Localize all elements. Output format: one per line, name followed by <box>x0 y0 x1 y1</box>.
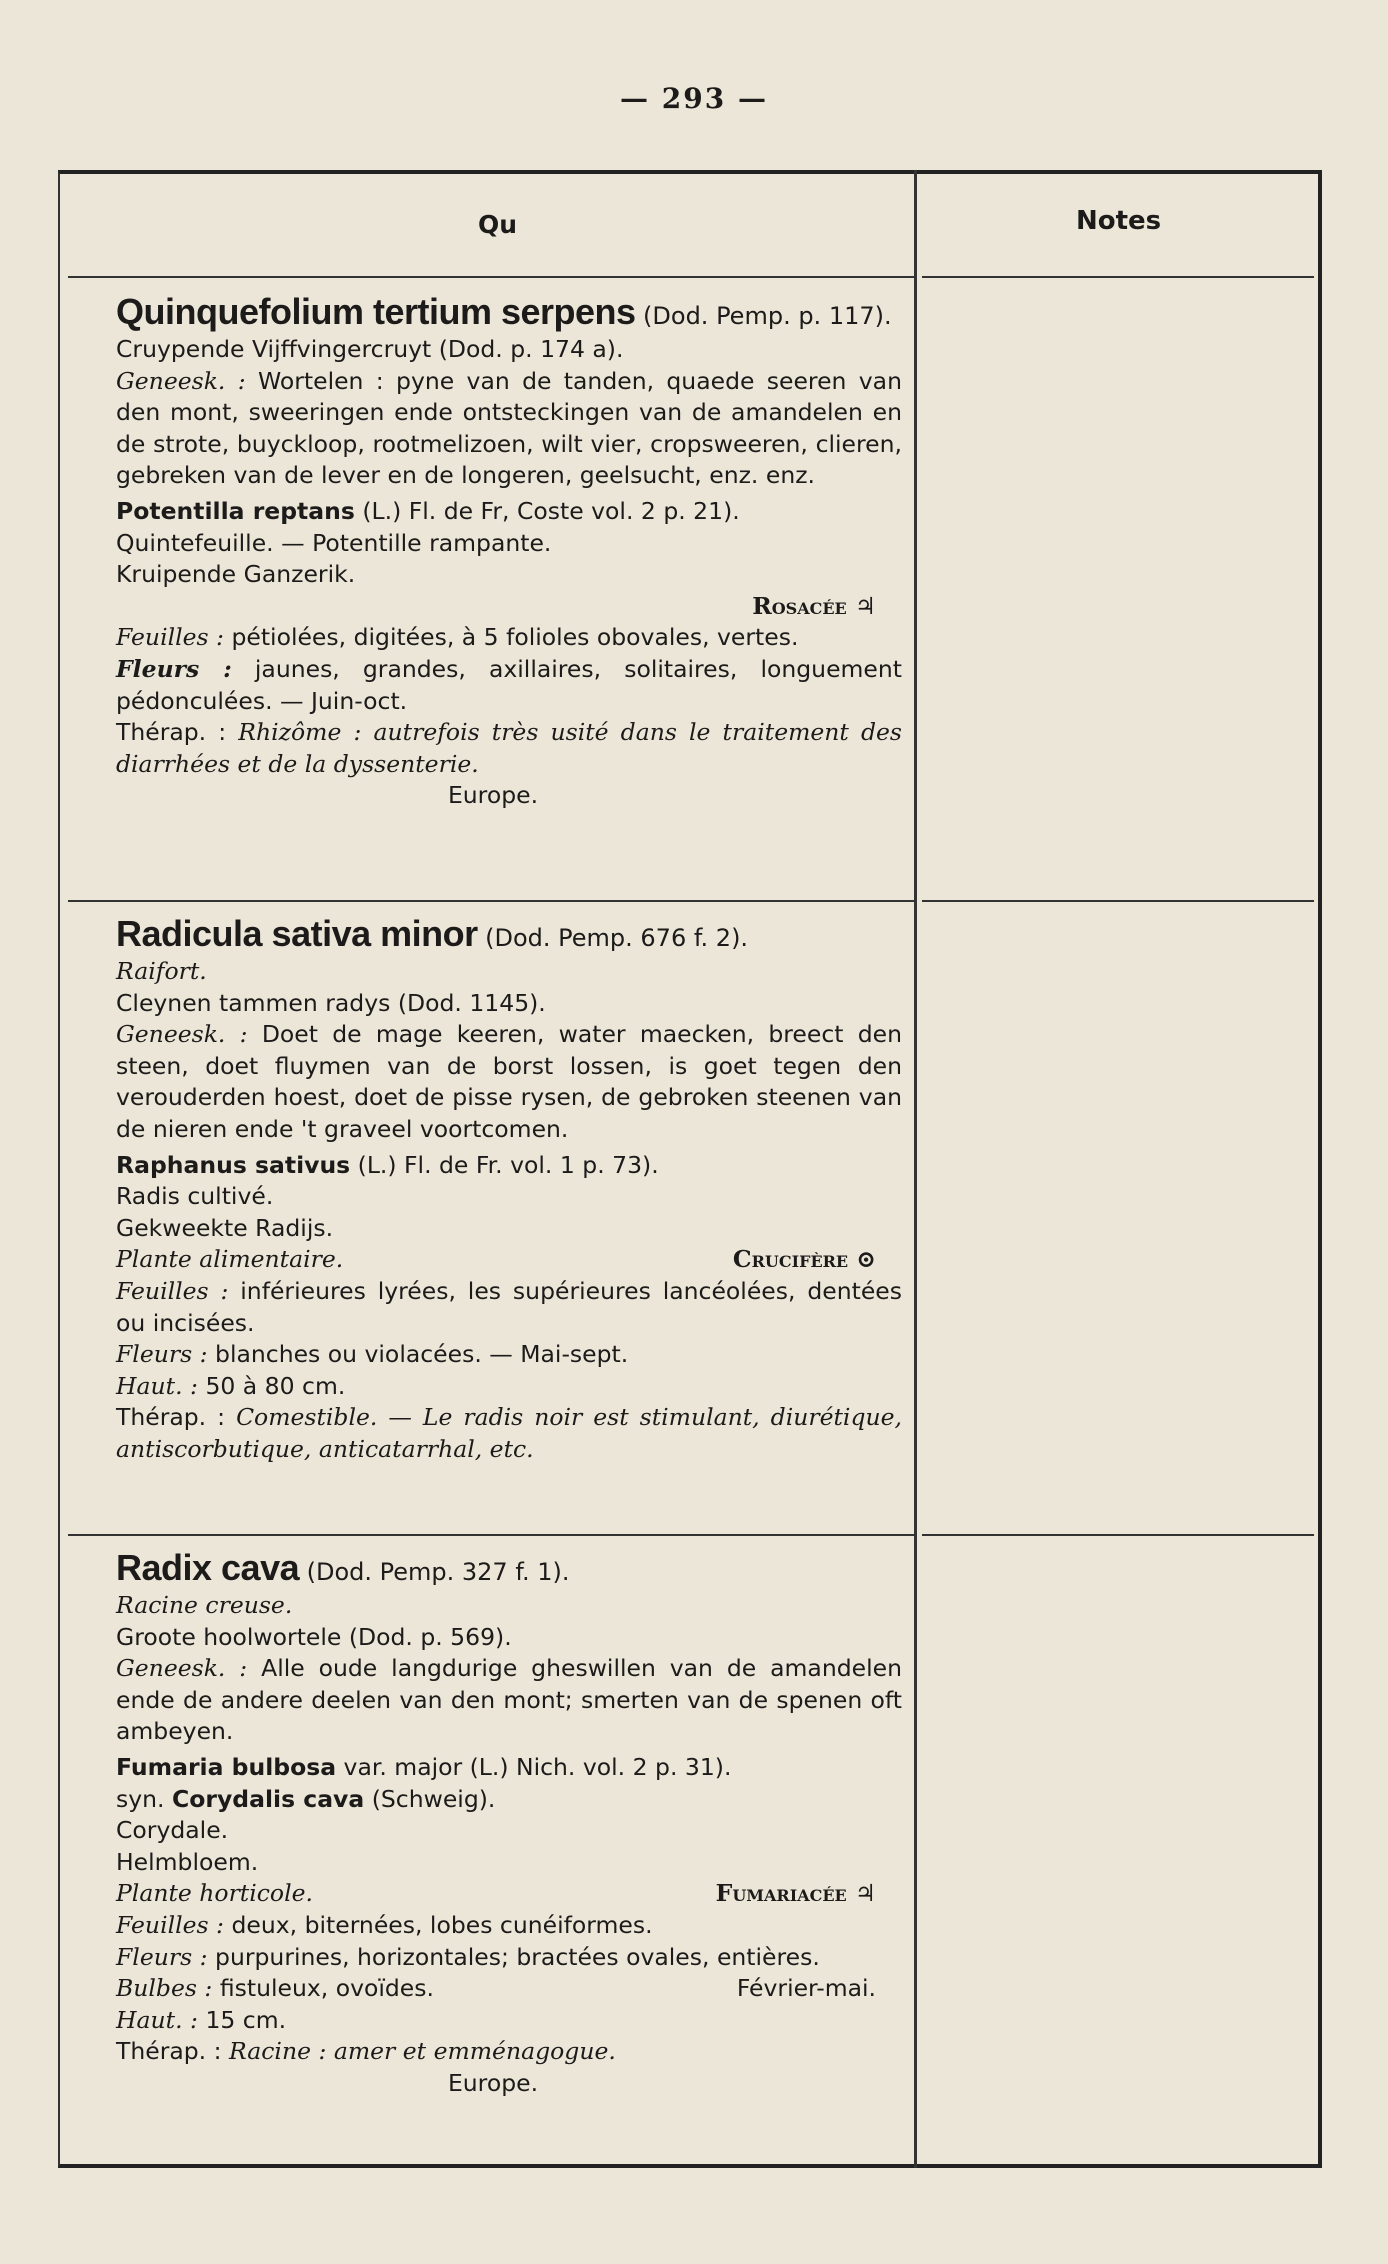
page-number: — 293 — <box>620 82 768 115</box>
plant-family: Crucifère ⊙ <box>732 1245 876 1274</box>
french-name: Quintefeuille. — Potentille rampante. <box>116 528 552 557</box>
vernacular-name: Gekweekte Radijs. <box>116 1213 334 1242</box>
dutch-name: Cruypende Vijffvingercruyt (Dod. p. 174 a). <box>116 335 624 363</box>
species-ref: (L.) Fl. de Fr, Coste vol. 2 p. 21). <box>362 496 740 525</box>
geneesk-label: Geneesk. : <box>116 1654 248 1683</box>
feuilles-label: Feuilles : <box>116 1276 229 1305</box>
haut-text: 15 cm. <box>205 2005 287 2034</box>
therap-text: Racine : amer et emménagogue. <box>229 2037 616 2066</box>
bulbes-label: Bulbes : <box>116 1974 213 2003</box>
plant-family: Fumariacée ♃ <box>715 1879 876 1908</box>
therap-label: Thérap. : <box>116 1403 226 1432</box>
entry-rule-right <box>922 900 1314 902</box>
entry-title: Quinquefolium tertium serpens <box>116 291 636 332</box>
entry-title-ref: (Dod. Pemp. 676 f. 2). <box>485 924 749 952</box>
therap-label: Thérap. : <box>116 2037 222 2066</box>
fleurs-label: Fleurs : <box>116 1942 208 1971</box>
feuilles-label: Feuilles : <box>116 1910 224 1939</box>
haut-text: 50 à 80 cm. <box>205 1371 346 1400</box>
header-rule-left <box>68 276 914 278</box>
species-name: Fumaria bulbosa <box>116 1752 337 1781</box>
vernacular-name: Kruipende Ganzerik. <box>116 560 356 589</box>
species-name: Raphanus sativus <box>116 1150 351 1179</box>
plant-family: Rosacée ♃ <box>752 591 876 620</box>
geneesk-text: Doet de mage keeren, water maecken, breect den steen, doet fluymen van de borst lossen, is goet tegen den verouderden hoest, doet de pisse rysen, de gebroken steenen van de nieren ende 't graveel voortcomen. <box>116 1020 902 1143</box>
species-ref: (L.) Fl. de Fr. vol. 1 p. 73). <box>357 1150 659 1179</box>
dutch-name: Groote hoolwortele (Dod. p. 569). <box>116 1622 512 1651</box>
dutch-name: Cleynen tammen radys (Dod. 1145). <box>116 988 546 1017</box>
feuilles-text: deux, biternées, lobes cunéiformes. <box>231 1910 653 1939</box>
french-name: Radis cultivé. <box>116 1182 274 1211</box>
french-title: Raifort. <box>116 957 207 985</box>
french-name: Corydale. <box>116 1816 229 1845</box>
species-name: Potentilla reptans <box>116 496 355 525</box>
column-divider <box>914 170 917 2168</box>
feuilles-label: Feuilles : <box>116 623 224 652</box>
synonym-ref: (Schweig). <box>371 1784 496 1813</box>
header-rule-right <box>922 276 1314 278</box>
synonym-name: Corydalis cava <box>172 1784 365 1813</box>
entry-radicula <box>84 912 902 1466</box>
fleurs-text: purpurines, horizontales; bractées ovales, entières. <box>215 1942 820 1971</box>
geneesk-text: Wortelen : pyne van de tanden, quaede seeren van den mont, sweeringen ende ontsteckingen van de amandelen en de strote, buyckloop, rootmelizoen, wilt vier, cropsweeren, clieren, gebreken van de lever en de longeren, geelsucht, enz. enz. <box>116 366 902 490</box>
vernacular-name: Helmbloem. <box>116 1847 259 1876</box>
french-title: Racine creuse. <box>116 1591 293 1619</box>
fleurs-text: blanches ou violacées. — Mai-sept. <box>215 1340 629 1369</box>
feuilles-text: inférieures lyrées, les supérieures lancéolées, dentées ou incisées. <box>116 1276 902 1337</box>
synonym-prefix: syn. <box>116 1784 165 1813</box>
region: Europe. <box>447 781 539 810</box>
column-header-qu: Qu <box>478 210 518 239</box>
geneesk-text: Alle oude langdurige gheswillen van de amandelen ende de andere deelen van den mont; smerten van de spenen oft ambeyen. <box>116 1654 902 1746</box>
entry-title-ref: (Dod. Pemp. p. 117). <box>643 302 892 330</box>
region: Europe. <box>447 2068 539 2097</box>
entry-title: Radix cava <box>116 1547 300 1588</box>
therap-text: Comestible. — Le radis noir est stimulant, diurétique, antiscorbutique, anticatarrhal, etc. <box>116 1403 902 1463</box>
plant-use: Plante alimentaire. <box>116 1245 344 1274</box>
haut-label: Haut. : <box>116 2005 198 2034</box>
feuilles-text: pétiolées, digitées, à 5 folioles obovales, vertes. <box>231 623 799 652</box>
entry-quinquefolium <box>84 290 902 812</box>
entry-rule-left <box>68 1534 914 1536</box>
bulbes-text: fistuleux, ovoïdes. <box>219 1974 434 2003</box>
geneesk-label: Geneesk. : <box>116 366 246 395</box>
fleurs-label: Fleurs : <box>116 1340 208 1369</box>
fleurs-text: jaunes, grandes, axillaires, solitaires, longuement pédonculées. — Juin-oct. <box>116 654 902 715</box>
entry-rule-left <box>68 900 914 902</box>
entry-radix-cava <box>84 1546 902 2100</box>
flowering-season: Février-mai. <box>736 1974 876 2003</box>
entry-rule-right <box>922 1534 1314 1536</box>
entry-title: Radicula sativa minor <box>116 913 478 954</box>
species-ref: var. major (L.) Nich. vol. 2 p. 31). <box>343 1752 732 1781</box>
fleurs-label: Fleurs : <box>116 654 232 683</box>
haut-label: Haut. : <box>116 1371 198 1400</box>
plant-use: Plante horticole. <box>116 1879 313 1908</box>
column-header-notes: Notes <box>1076 206 1162 236</box>
geneesk-label: Geneesk. : <box>116 1020 248 1049</box>
therap-text: Rhizôme : autrefois très usité dans le traitement des diarrhées et de la dyssenterie. <box>116 718 902 778</box>
therap-label: Thérap. : <box>116 718 227 747</box>
entry-title-ref: (Dod. Pemp. 327 f. 1). <box>306 1558 570 1586</box>
